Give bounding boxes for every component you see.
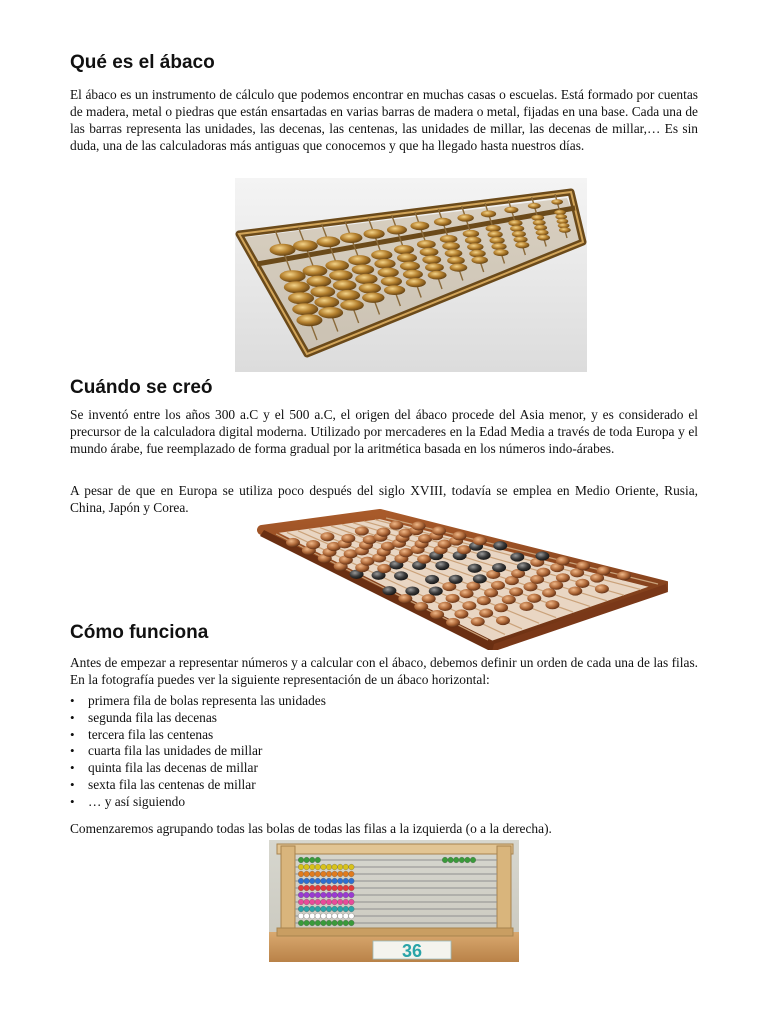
school-bead xyxy=(343,899,349,905)
school-bead xyxy=(309,864,315,870)
wood-bead xyxy=(473,574,487,583)
brass-bead xyxy=(348,255,370,265)
wood-bead xyxy=(576,561,590,570)
school-bead xyxy=(326,878,332,884)
school-bead xyxy=(321,899,327,905)
school-bead xyxy=(321,871,327,877)
school-bead xyxy=(304,899,310,905)
brass-bead xyxy=(355,274,377,284)
school-bead xyxy=(332,885,338,891)
school-bead xyxy=(321,913,327,919)
brass-bead xyxy=(362,292,384,302)
brass-bead xyxy=(387,225,407,234)
brass-bead xyxy=(371,250,392,260)
wood-bead xyxy=(568,586,582,595)
school-bead xyxy=(321,878,327,884)
school-bead xyxy=(304,913,310,919)
brass-bead xyxy=(469,250,485,258)
brass-bead xyxy=(318,307,343,318)
school-bead xyxy=(453,857,459,863)
brass-bead xyxy=(445,249,463,257)
section-title-que-es: Qué es el ábaco xyxy=(70,52,215,73)
school-bead xyxy=(343,920,349,926)
school-bead xyxy=(298,920,304,926)
brass-bead xyxy=(510,225,524,232)
brass-bead xyxy=(465,237,481,245)
school-bead xyxy=(326,899,332,905)
brass-bead xyxy=(397,253,417,262)
school-bead xyxy=(343,871,349,877)
school-bead xyxy=(343,885,349,891)
brass-bead xyxy=(384,285,405,295)
wood-bead xyxy=(422,594,436,603)
wood-bead xyxy=(414,602,428,611)
school-bead xyxy=(326,913,332,919)
school-bead xyxy=(337,871,343,877)
school-bead xyxy=(321,920,327,926)
brass-bead xyxy=(440,235,458,243)
brass-bead xyxy=(512,231,526,238)
brass-bead xyxy=(434,218,452,226)
school-bead xyxy=(321,892,327,898)
school-bead xyxy=(349,885,355,891)
school-bead xyxy=(298,857,304,863)
wood-bead xyxy=(376,528,390,537)
brass-bead xyxy=(340,300,364,311)
bullet-item: • quinta fila las decenas de millar xyxy=(70,760,326,777)
brass-bead xyxy=(488,231,503,238)
brass-bead xyxy=(378,268,399,278)
school-bead xyxy=(442,857,448,863)
brass-bead xyxy=(292,303,318,315)
brass-bead xyxy=(471,256,487,264)
wood-bead xyxy=(536,568,550,577)
section-title-cuando: Cuándo se creó xyxy=(70,377,213,398)
section-paragraph-como-intro: Antes de empezar a representar números y a calcular con el ábaco, debemos definir un orden de cada una de las filas. En la fotografía puedes ver la siguiente representación de un ábaco horizontal: xyxy=(70,655,698,687)
school-bead xyxy=(332,899,338,905)
school-bead xyxy=(315,892,321,898)
school-bead xyxy=(309,892,315,898)
brass-bead xyxy=(270,244,296,256)
school-bead xyxy=(337,864,343,870)
wood-bead xyxy=(446,618,460,627)
brass-bead xyxy=(400,262,420,271)
wood-bead xyxy=(430,610,444,619)
wood-bead xyxy=(468,564,482,573)
school-bead xyxy=(337,920,343,926)
school-bead xyxy=(321,885,327,891)
wood-bead xyxy=(510,552,524,561)
brass-bead xyxy=(463,230,479,238)
school-bead xyxy=(349,920,355,926)
wood-bead xyxy=(491,581,505,590)
school-bead xyxy=(309,885,315,891)
school-bead xyxy=(459,857,465,863)
school-bead xyxy=(315,885,321,891)
school-bead xyxy=(321,864,327,870)
brass-bead xyxy=(442,242,460,250)
wood-bead xyxy=(556,573,570,582)
rows-bullet-list xyxy=(70,693,326,811)
wood-bead xyxy=(286,538,300,547)
school-bead xyxy=(326,871,332,877)
school-bead xyxy=(309,871,315,877)
wood-bead xyxy=(389,521,403,530)
school-bead xyxy=(332,906,338,912)
brass-bead xyxy=(428,271,447,280)
brass-bead xyxy=(417,240,436,249)
brass-bead xyxy=(508,220,522,227)
school-bead xyxy=(298,871,304,877)
school-bead xyxy=(332,913,338,919)
school-bead xyxy=(349,899,355,905)
school-bead xyxy=(315,920,321,926)
brass-bead xyxy=(422,255,441,264)
section-paragraph-cuando-1: Se inventó entre los años 300 a.C y el 500 a.C, el origen del ábaco procede del Asia menor, y es considerado el precursor de la calculadora digital moderna. Utilizado por mercaderes en la Edad Media a través de toda Europa y el mundo árabe, fue reemplazado de forma gradual por la aritmética basada en los números indo-árabes. xyxy=(70,407,698,456)
school-bead xyxy=(326,885,332,891)
school-bead xyxy=(349,871,355,877)
brass-bead xyxy=(284,281,310,293)
school-bead xyxy=(298,906,304,912)
school-frame-left xyxy=(281,846,295,936)
school-bead xyxy=(326,906,332,912)
bullet-item: • sexta fila las centenas de millar xyxy=(70,777,326,794)
wood-bead xyxy=(496,616,510,625)
bullet-item: • tercera fila las centenas xyxy=(70,727,326,744)
school-bead xyxy=(343,913,349,919)
school-bead xyxy=(304,864,310,870)
school-bead xyxy=(337,892,343,898)
brass-bead xyxy=(410,222,429,231)
brass-bead xyxy=(559,227,571,232)
school-bead xyxy=(315,857,321,863)
brass-bead xyxy=(467,243,483,251)
brass-bead xyxy=(489,237,504,244)
wood-bead xyxy=(595,584,609,593)
school-bead xyxy=(332,892,338,898)
wood-bead xyxy=(429,586,443,595)
wood-bead xyxy=(502,595,516,604)
brass-bead xyxy=(504,207,518,214)
number-card-digits: 36 xyxy=(401,941,423,961)
school-bead xyxy=(337,899,343,905)
school-bead xyxy=(337,906,343,912)
school-bead xyxy=(304,871,310,877)
school-bead xyxy=(304,906,310,912)
section-title-como: Cómo funciona xyxy=(70,622,209,643)
school-frame-right xyxy=(497,846,511,936)
school-bead xyxy=(309,857,315,863)
school-bead xyxy=(315,871,321,877)
brass-bead xyxy=(406,278,426,287)
brass-bead xyxy=(528,203,541,209)
brass-bead xyxy=(481,210,496,217)
wood-bead xyxy=(494,603,508,612)
school-bead xyxy=(304,857,310,863)
brass-bead xyxy=(551,199,563,204)
wood-bead xyxy=(449,575,463,584)
school-bead xyxy=(309,906,315,912)
school-bead xyxy=(326,892,332,898)
wood-bead xyxy=(471,617,485,626)
wood-bead xyxy=(575,579,589,588)
brass-bead xyxy=(486,225,501,232)
photo-brass-abacus xyxy=(235,178,587,372)
school-bead xyxy=(343,906,349,912)
brass-bead xyxy=(457,214,473,222)
school-bead xyxy=(309,878,315,884)
school-bead xyxy=(332,920,338,926)
bullet-item: • … y así siguiendo xyxy=(70,794,326,811)
wood-bead xyxy=(542,588,556,597)
brass-bead xyxy=(491,243,506,250)
school-bead xyxy=(298,864,304,870)
wood-bead xyxy=(405,586,419,595)
school-bead xyxy=(315,906,321,912)
wood-bead xyxy=(341,534,355,543)
section-paragraph-cuando-2: A pesar de que en Europa se utiliza poco después del siglo XVIII, todavía se emplea en Medio Oriente, Rusia, China, Japón y Corea. xyxy=(70,483,698,515)
wood-bead xyxy=(492,563,506,572)
school-bead xyxy=(309,913,315,919)
wood-bead xyxy=(535,551,549,560)
wood-bead xyxy=(477,551,491,560)
school-frame-bottom xyxy=(277,928,513,936)
wood-bead xyxy=(617,571,631,580)
wood-bead xyxy=(355,526,369,535)
brass-bead xyxy=(403,270,423,279)
brass-bead xyxy=(447,256,465,264)
wood-bead xyxy=(306,540,320,549)
wood-bead xyxy=(432,526,446,535)
photo-school-abacus xyxy=(269,840,519,962)
wood-bead xyxy=(545,600,559,609)
photo-wooden-abacus xyxy=(256,500,668,650)
wood-bead xyxy=(425,575,439,584)
wood-bead xyxy=(435,561,449,570)
brass-bead xyxy=(515,242,529,249)
wood-bead xyxy=(412,521,426,530)
school-bead xyxy=(343,864,349,870)
brass-bead xyxy=(288,292,314,304)
school-bead xyxy=(309,899,315,905)
school-bead xyxy=(304,885,310,891)
brass-bead xyxy=(296,314,322,326)
school-bead xyxy=(343,878,349,884)
brass-bead xyxy=(333,280,357,291)
school-bead xyxy=(337,913,343,919)
brass-bead xyxy=(314,297,339,308)
school-bead xyxy=(321,906,327,912)
school-bead xyxy=(470,857,476,863)
brass-bead xyxy=(329,270,353,281)
wood-bead xyxy=(394,571,408,580)
school-bead xyxy=(332,864,338,870)
wood-bead xyxy=(556,556,570,565)
wood-bead xyxy=(477,596,491,605)
school-bead xyxy=(298,878,304,884)
school-bead xyxy=(298,885,304,891)
school-bead xyxy=(326,920,332,926)
school-bead xyxy=(349,913,355,919)
section-paragraph-que-es: El ábaco es un instrumento de cálculo que podemos encontrar en muchas casas o escuelas. Está formado por cuentas de madera, metal o piedras que están ensartadas en varias barras de madera o metal, fijadas en una base. Cada una de las barras representa las unidades, las decenas, las centenas, las unidades de millar, las decenas de millar,… Es sin duda, una de las calculadoras más antiguas que conocemos y que ha llegado hasta nuestros días. xyxy=(70,87,698,153)
school-bead xyxy=(315,899,321,905)
bullet-item: • primera fila de bolas representa las unidades xyxy=(70,693,326,710)
wood-bead xyxy=(517,562,531,571)
school-frame-top xyxy=(277,844,513,854)
brass-bead xyxy=(381,276,402,286)
wood-bead xyxy=(527,594,541,603)
wood-bead xyxy=(597,566,611,575)
school-bead xyxy=(304,878,310,884)
school-bead xyxy=(326,864,332,870)
school-bead xyxy=(349,878,355,884)
school-bead xyxy=(298,892,304,898)
brass-bead xyxy=(450,264,468,272)
brass-bead xyxy=(420,248,439,257)
school-bead xyxy=(349,864,355,870)
wood-bead xyxy=(438,602,452,611)
school-bead xyxy=(349,906,355,912)
wood-bead xyxy=(452,531,466,540)
school-bead xyxy=(332,878,338,884)
brass-bead xyxy=(310,286,335,297)
brass-bead xyxy=(293,240,318,251)
section-paragraph-como-closing: Comenzaremos agrupando todas las bolas de todas las filas a la izquierda (o a la derecha). xyxy=(70,821,552,836)
school-bead xyxy=(343,892,349,898)
wood-bead xyxy=(446,594,460,603)
school-bead xyxy=(465,857,471,863)
brass-bead xyxy=(306,276,331,287)
wood-bead xyxy=(520,602,534,611)
school-bead xyxy=(298,913,304,919)
brass-bead xyxy=(514,236,528,243)
school-bead xyxy=(304,892,310,898)
school-bead xyxy=(309,920,315,926)
brass-bead xyxy=(394,245,414,254)
wood-bead xyxy=(457,545,471,554)
wood-bead xyxy=(462,601,476,610)
brass-bead xyxy=(537,235,550,241)
school-bead xyxy=(315,878,321,884)
wood-bead xyxy=(473,536,487,545)
bullet-item: • cuarta fila las unidades de millar xyxy=(70,743,326,760)
brass-bead xyxy=(374,259,395,269)
bullet-item: • segunda fila las decenas xyxy=(70,710,326,727)
brass-bead xyxy=(340,233,362,243)
wood-bead xyxy=(479,609,493,618)
brass-bead xyxy=(336,290,360,301)
wood-bead xyxy=(398,594,412,603)
wood-bead xyxy=(377,564,391,573)
brass-bead xyxy=(317,236,341,247)
school-bead xyxy=(332,871,338,877)
brass-bead xyxy=(352,264,374,274)
school-bead xyxy=(298,899,304,905)
wood-bead xyxy=(509,587,523,596)
brass-bead xyxy=(303,265,328,276)
wood-bead xyxy=(320,532,334,541)
brass-bead xyxy=(493,249,508,256)
brass-bead xyxy=(363,229,384,239)
brass-bead xyxy=(325,260,349,271)
wood-bead xyxy=(454,609,468,618)
school-bead xyxy=(337,885,343,891)
school-bead xyxy=(448,857,454,863)
school-bead xyxy=(315,913,321,919)
brass-bead xyxy=(425,263,444,272)
wood-bead xyxy=(382,586,396,595)
brass-bead xyxy=(280,270,306,282)
school-bead xyxy=(349,892,355,898)
school-bead xyxy=(304,920,310,926)
wood-bead xyxy=(493,541,507,550)
school-bead xyxy=(337,878,343,884)
school-bead xyxy=(315,864,321,870)
wood-bead xyxy=(417,555,431,564)
brass-bead xyxy=(359,283,381,293)
